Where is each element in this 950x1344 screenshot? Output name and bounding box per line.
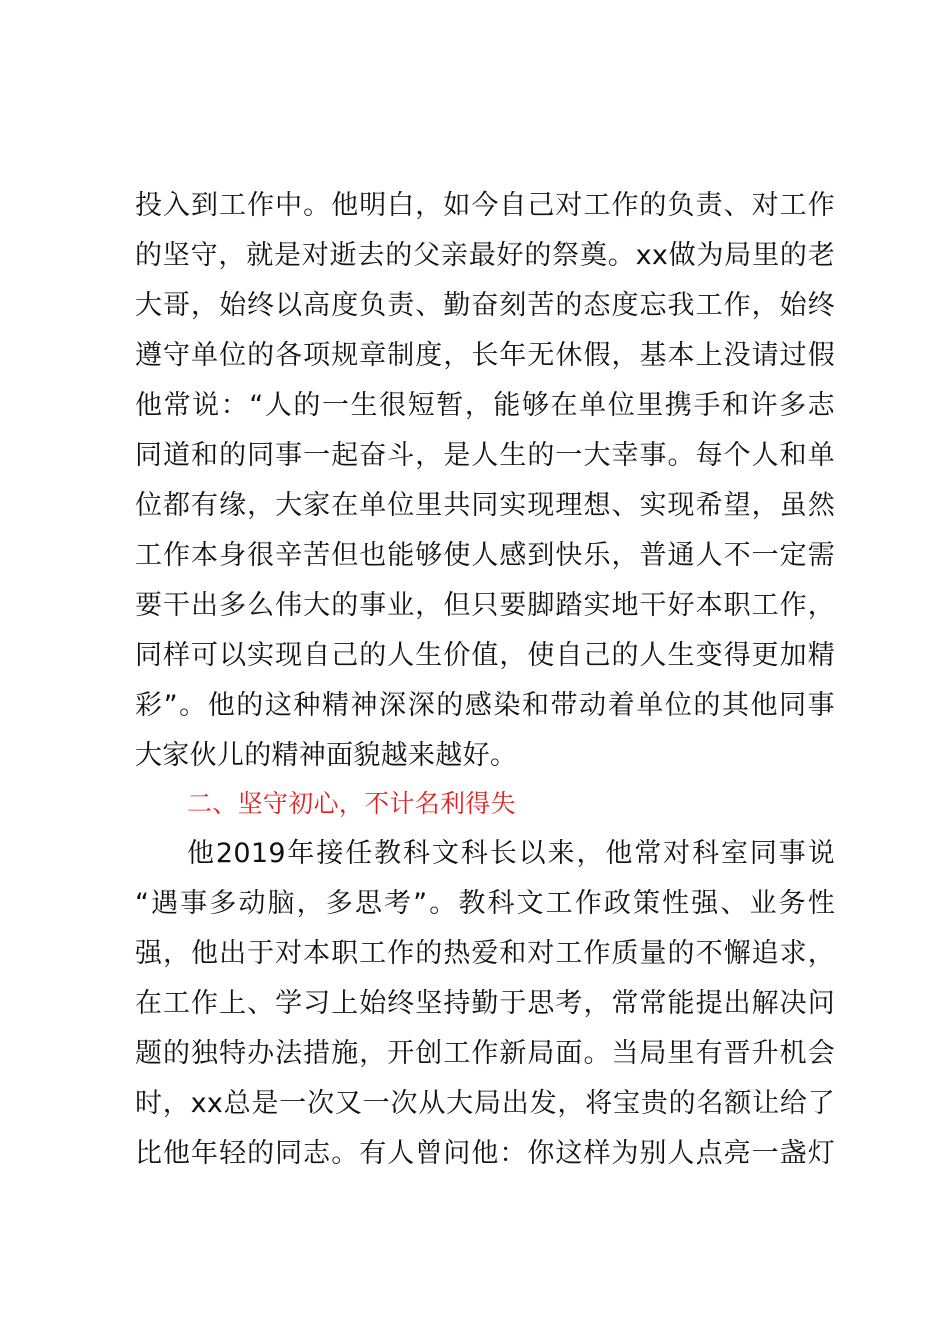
paragraph1-line-8: 工作本身很辛苦但也能够使人感到快乐，普通人不一定需	[135, 540, 835, 571]
paragraph1-line-11: 彩”。他的这种精神深深的感染和带动着单位的其他同事	[135, 690, 835, 721]
paragraph2-line-4: 在工作上、学习上始终坚持勤于思考，常常能提出解决问	[135, 988, 835, 1019]
paragraph1-line-6: 同道和的同事一起奋斗，是人生的一大幸事。每个人和单	[135, 440, 835, 471]
paragraph2-line-3: 强，他出于对本职工作的热爱和对工作质量的不懈追求，	[135, 938, 835, 969]
paragraph1-line-3: 大哥，始终以高度负责、勤奋刻苦的态度忘我工作，始终	[135, 290, 835, 321]
paragraph2-line-1: 他2019年接任教科文科长以来，他常对科室同事说	[187, 838, 835, 869]
paragraph1-line-7: 位都有缘，大家在单位里共同实现理想、实现希望，虽然	[135, 490, 835, 521]
paragraph2-line-6: 时，xx总是一次又一次从大局出发，将宝贵的名额让给了	[135, 1088, 835, 1119]
section-heading: 二、坚守初心，不计名利得失	[187, 789, 516, 818]
paragraph1-line-4: 遵守单位的各项规章制度，长年无休假，基本上没请过假	[135, 340, 835, 371]
paragraph1-line-9: 要干出多么伟大的事业，但只要脚踏实地干好本职工作，	[135, 590, 835, 621]
paragraph1-line-12: 大家伙儿的精神面貌越来越好。	[135, 740, 518, 771]
paragraph1-line-2: 的坚守，就是对逝去的父亲最好的祭奠。xx做为局里的老	[135, 240, 835, 271]
paragraph1-line-5: 他常说：“人的一生很短暂，能够在单位里携手和许多志	[135, 390, 835, 421]
paragraph2-line-5: 题的独特办法措施，开创工作新局面。当局里有晋升机会	[135, 1038, 835, 1069]
paragraph1-line-10: 同样可以实现自己的人生价值，使自己的人生变得更加精	[135, 640, 835, 671]
paragraph2-line-7: 比他年轻的同志。有人曾问他：你这样为别人点亮一盏灯	[135, 1138, 835, 1169]
paragraph2-line-2: “遇事多动脑，多思考”。教科文工作政策性强、业务性	[135, 888, 835, 919]
paragraph1-line-1: 投入到工作中。他明白，如今自己对工作的负责、对工作	[135, 190, 835, 221]
